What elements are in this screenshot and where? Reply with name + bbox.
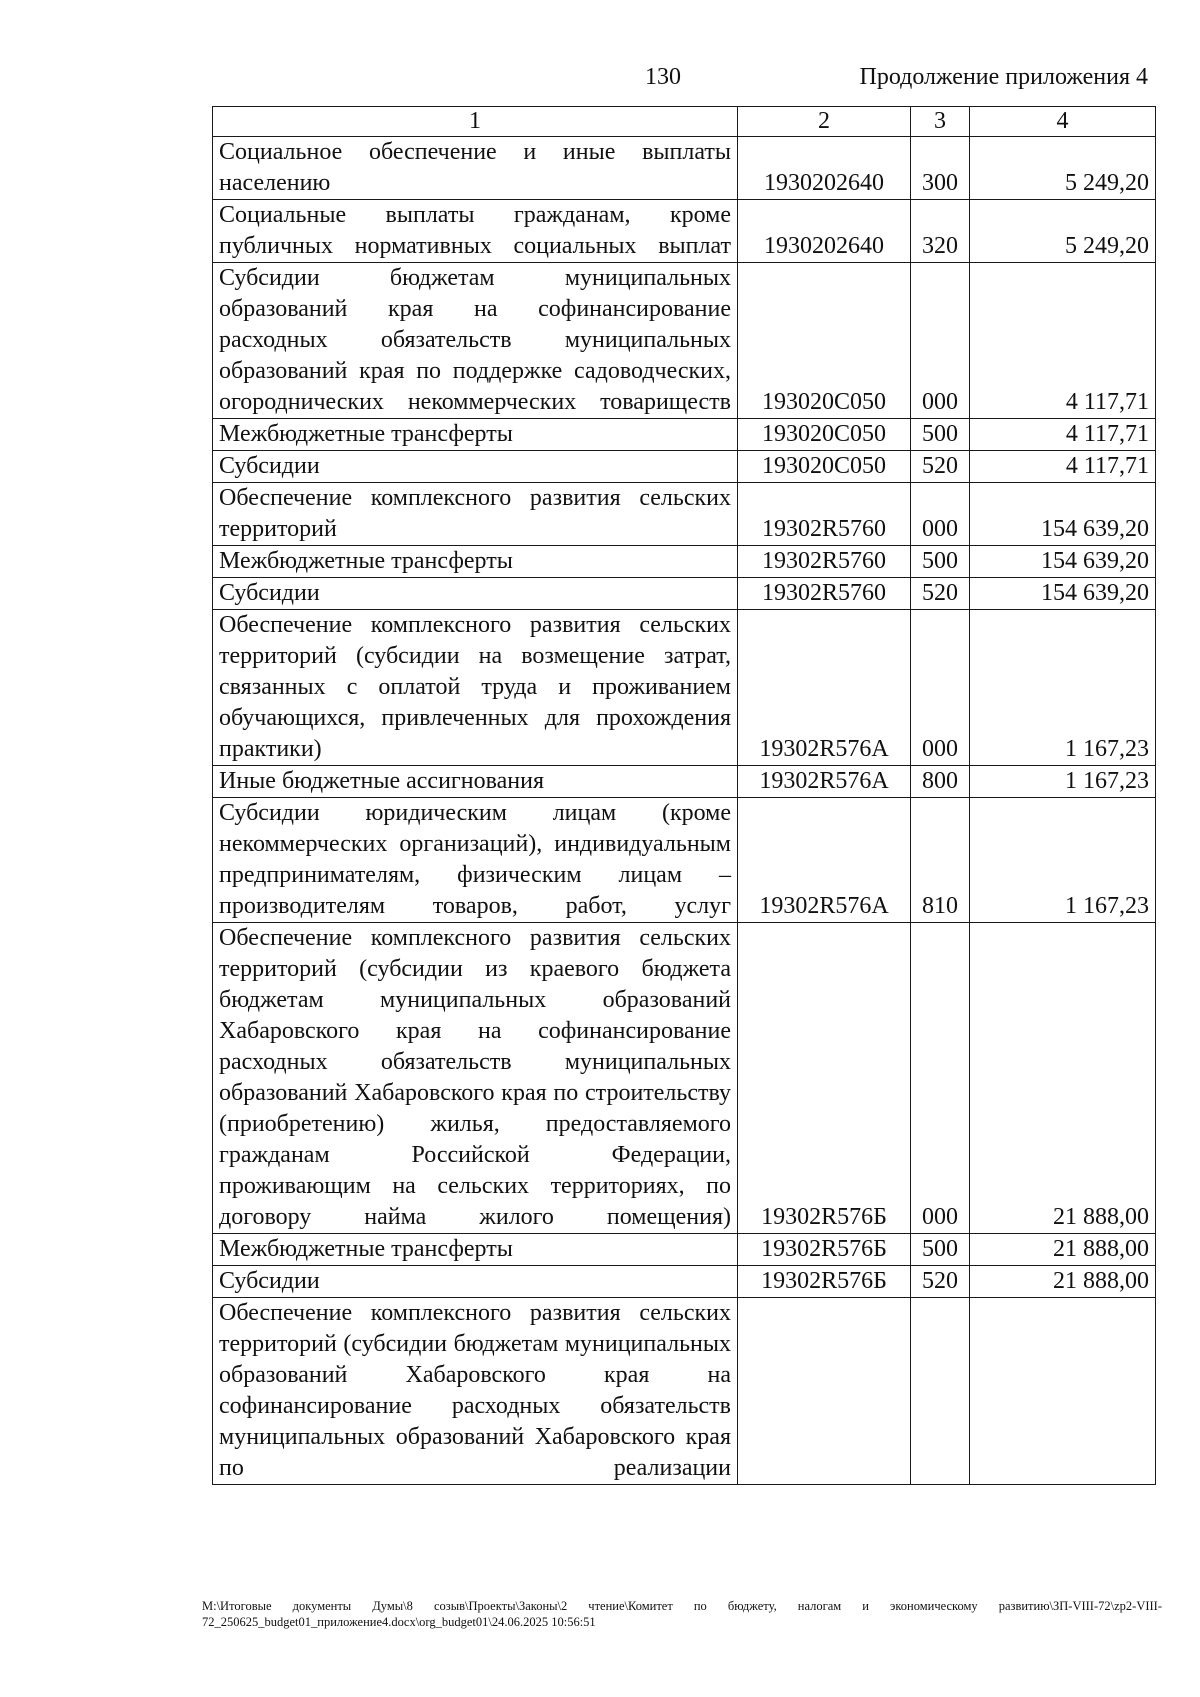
table-row — [213, 483, 1156, 546]
row-type-cell: 810 — [911, 798, 970, 923]
row-type-cell — [911, 1298, 970, 1485]
row-amount-cell: 21 888,00 — [970, 1234, 1156, 1266]
row-code-cell: 19302R576Б — [738, 923, 911, 1234]
row-type-cell: 500 — [911, 1234, 970, 1266]
appendix-continuation-label: Продолжение приложения 4 — [859, 64, 1148, 90]
row-type-cell: 300 — [911, 137, 970, 200]
row-code-cell: 193020С050 — [738, 419, 911, 451]
row-code-cell — [738, 1298, 911, 1485]
row-name-cell: Обеспечение комплексного развития сельских территорий (субсидии из краевого бюджета бюджетам муниципальных образований Хабаровского края на софинансирование расходных обязательств муниципальных образований Хабаровского края по строительству (приобретению) жилья, предоставляемого гражданам Российской Федерации, проживающим на сельских территориях, по договору найма жилого помещения) — [213, 923, 738, 1234]
row-amount-cell: 1 167,23 — [970, 766, 1156, 798]
row-code-cell: 19302R576А — [738, 766, 911, 798]
row-amount-cell: 154 639,20 — [970, 546, 1156, 578]
row-amount-cell: 5 249,20 — [970, 137, 1156, 200]
table-row — [213, 578, 1156, 610]
column-header-2: 2 — [738, 107, 911, 137]
row-code-cell: 193020С050 — [738, 263, 911, 419]
table-row — [213, 798, 1156, 923]
row-amount-cell: 5 249,20 — [970, 200, 1156, 263]
table-row — [213, 1234, 1156, 1266]
row-name-cell: Субсидии — [213, 1266, 738, 1298]
row-name-cell: Социальные выплаты гражданам, кроме публичных нормативных социальных выплат — [213, 200, 738, 263]
row-amount-cell: 4 117,71 — [970, 419, 1156, 451]
table-row — [213, 451, 1156, 483]
row-code-cell: 19302R5760 — [738, 546, 911, 578]
row-code-cell: 19302R576А — [738, 798, 911, 923]
table-row — [213, 137, 1156, 200]
row-code-cell: 19302R576Б — [738, 1266, 911, 1298]
row-name-cell: Субсидии — [213, 451, 738, 483]
row-name-cell: Субсидии юридическим лицам (кроме некоммерческих организаций), индивидуальным предпринимателям, физическим лицам – производителям товаров, работ, услуг — [213, 798, 738, 923]
row-amount-cell — [970, 1298, 1156, 1485]
table-row — [213, 1298, 1156, 1485]
row-amount-cell: 4 117,71 — [970, 263, 1156, 419]
row-code-cell: 1930202640 — [738, 200, 911, 263]
table-row — [213, 1266, 1156, 1298]
row-name-cell: Обеспечение комплексного развития сельских территорий — [213, 483, 738, 546]
row-code-cell: 1930202640 — [738, 137, 911, 200]
table-row — [213, 263, 1156, 419]
row-type-cell: 520 — [911, 578, 970, 610]
row-name-cell: Субсидии — [213, 578, 738, 610]
row-type-cell: 800 — [911, 766, 970, 798]
row-name-cell: Обеспечение комплексного развития сельских территорий (субсидии на возмещение затрат, связанных с оплатой труда и проживанием обучающихся, привлеченных для прохождения практики) — [213, 610, 738, 766]
table-row — [213, 923, 1156, 1234]
row-name-cell: Межбюджетные трансферты — [213, 1234, 738, 1266]
row-type-cell: 000 — [911, 263, 970, 419]
row-amount-cell: 4 117,71 — [970, 451, 1156, 483]
row-type-cell: 000 — [911, 610, 970, 766]
row-name-cell: Социальное обеспечение и иные выплаты населению — [213, 137, 738, 200]
row-amount-cell: 1 167,23 — [970, 610, 1156, 766]
column-header-1: 1 — [213, 107, 738, 137]
row-code-cell: 193020С050 — [738, 451, 911, 483]
table-header-row — [213, 107, 1156, 137]
document-file-path: М:\Итоговые документы Думы\8 созыв\Проекты\Законы\2 чтение\Комитет по бюджету, налогам и экономическому развитию\ЗП-VIII-72\zp2-VIII-72_250625_budget01_приложение4.docx\org_budget01\24.06.2025 10:56:51 — [202, 1599, 1162, 1629]
row-type-cell: 000 — [911, 483, 970, 546]
row-code-cell: 19302R576А — [738, 610, 911, 766]
row-name-cell: Межбюджетные трансферты — [213, 419, 738, 451]
column-header-4: 4 — [970, 107, 1156, 137]
row-name-cell: Межбюджетные трансферты — [213, 546, 738, 578]
budget-table — [212, 106, 1156, 1485]
row-type-cell: 520 — [911, 451, 970, 483]
table-row — [213, 610, 1156, 766]
row-code-cell: 19302R5760 — [738, 483, 911, 546]
column-header-3: 3 — [911, 107, 970, 137]
table-row — [213, 200, 1156, 263]
row-amount-cell: 21 888,00 — [970, 1266, 1156, 1298]
row-code-cell: 19302R576Б — [738, 1234, 911, 1266]
row-type-cell: 320 — [911, 200, 970, 263]
table-row — [213, 419, 1156, 451]
table-row — [213, 766, 1156, 798]
row-amount-cell: 154 639,20 — [970, 578, 1156, 610]
row-type-cell: 000 — [911, 923, 970, 1234]
row-amount-cell: 1 167,23 — [970, 798, 1156, 923]
row-amount-cell: 21 888,00 — [970, 923, 1156, 1234]
row-type-cell: 500 — [911, 419, 970, 451]
row-name-cell: Обеспечение комплексного развития сельских территорий (субсидии бюджетам муниципальных образований Хабаровского края на софинансирование расходных обязательств муниципальных образований Хабаровского края по реализации — [213, 1298, 738, 1485]
page-number: 130 — [645, 64, 681, 90]
row-code-cell: 19302R5760 — [738, 578, 911, 610]
row-type-cell: 500 — [911, 546, 970, 578]
row-name-cell: Иные бюджетные ассигнования — [213, 766, 738, 798]
table-row — [213, 546, 1156, 578]
row-name-cell: Субсидии бюджетам муниципальных образований края на софинансирование расходных обязательств муниципальных образований края по поддержке садоводческих, огороднических некоммерческих товариществ — [213, 263, 738, 419]
row-type-cell: 520 — [911, 1266, 970, 1298]
row-amount-cell: 154 639,20 — [970, 483, 1156, 546]
